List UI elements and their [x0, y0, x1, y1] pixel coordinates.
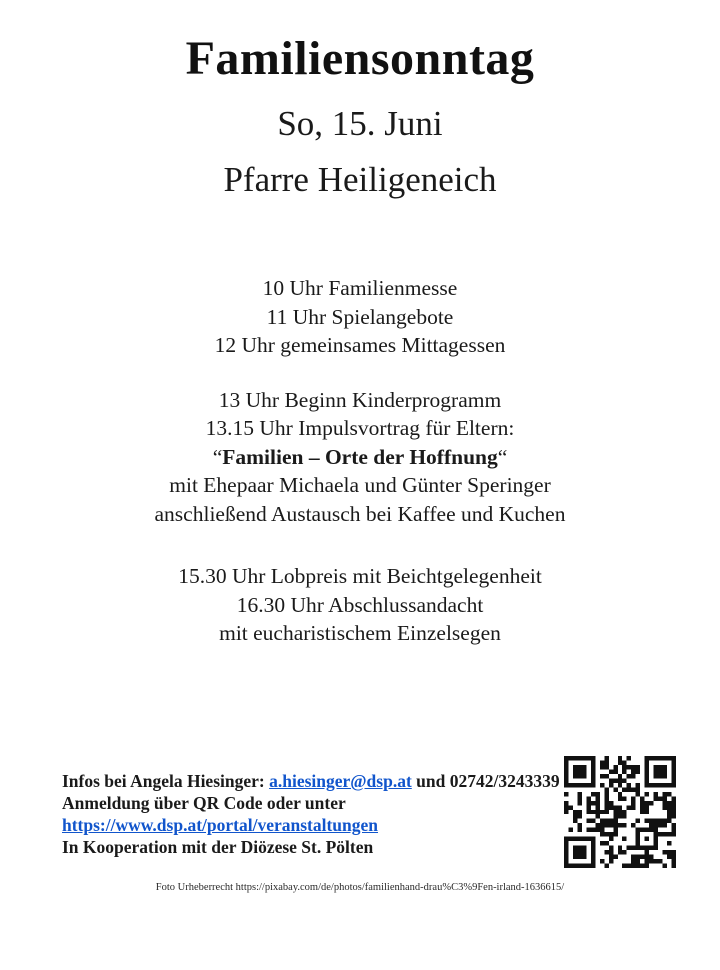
schedule-line: 15.30 Uhr Lobpreis mit Beichtgelegenheit — [178, 564, 542, 588]
qr-code — [564, 756, 676, 868]
schedule-morning — [0, 274, 720, 360]
schedule-line: 13.15 Uhr Impulsvortrag für Eltern: — [205, 416, 515, 440]
event-location: Pfarre Heiligeneich — [223, 160, 497, 199]
registration-url-line — [62, 814, 562, 836]
info-prefix: Infos bei Angela Hiesinger: — [62, 771, 270, 791]
contact-info — [62, 770, 562, 858]
talk-title-text: Familien – Orte der Hoffnung — [222, 444, 498, 469]
event-date: So, 15. Juni — [277, 104, 443, 143]
email-link[interactable]: a.hiesinger@dsp.at — [269, 771, 412, 791]
schedule-evening — [0, 562, 720, 648]
schedule-line: 13 Uhr Beginn Kinderprogramm — [218, 387, 502, 412]
schedule-line: 12 Uhr gemeinsames Mittagessen — [214, 333, 506, 357]
schedule-line: 11 Uhr Spielangebote — [266, 304, 454, 329]
schedule-line: anschließend Austausch bei Kaffee und Kuchen — [154, 501, 566, 526]
close-quote: “ — [497, 444, 508, 469]
info-line — [62, 770, 562, 792]
cooperation-line: In Kooperation mit der Diözese St. Pölten — [62, 837, 374, 857]
page-title: Familiensonntag — [185, 32, 535, 85]
registration-line: Anmeldung über QR Code oder unter — [62, 793, 346, 813]
schedule-line: 10 Uhr Familienmesse — [262, 276, 458, 300]
photo-credit: Foto Urheberrecht https://pixabay.com/de/photos/familienhand-drau%C3%9Fen-irland-1636615/ — [155, 882, 565, 893]
schedule-line: mit eucharistischem Einzelsegen — [219, 621, 501, 645]
schedule-line: mit Ehepaar Michaela und Günter Speringer — [169, 473, 551, 497]
schedule-line: 16.30 Uhr Abschlussandacht — [236, 592, 484, 617]
schedule-afternoon — [0, 386, 720, 529]
registration-link[interactable]: https://www.dsp.at/portal/veranstaltungen — [62, 815, 379, 835]
open-quote: “ — [212, 444, 223, 469]
info-suffix: und 02742/3243339 — [411, 771, 560, 791]
talk-title — [0, 443, 720, 472]
